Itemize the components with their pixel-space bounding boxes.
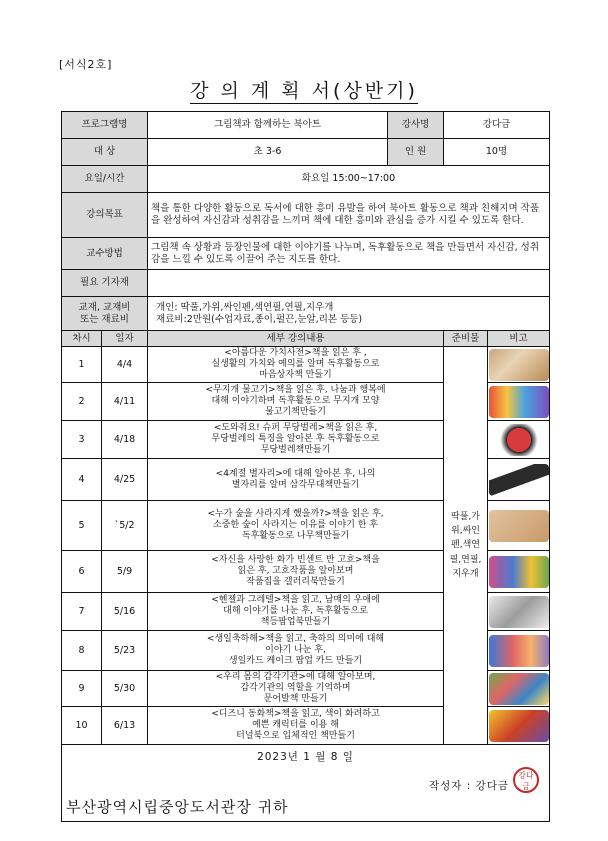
- session-content-line-3: 문어발책 만들기: [263, 693, 328, 704]
- session-date: 5/30: [102, 671, 148, 707]
- form-number: [서식2호]: [59, 58, 113, 71]
- program-label: 프로그램명: [62, 112, 148, 139]
- session-content-line-1: <생일축하해>책을 읽고, 축하의 의미에 대해: [206, 634, 385, 645]
- craft-photo: [489, 424, 549, 456]
- craft-photo: [489, 349, 549, 381]
- session-content-line-2: 별자리를 알며 삼각무대책만들기: [231, 479, 360, 490]
- equipment-value: [148, 270, 550, 297]
- session-content-line-1: <자신을 사랑한 화가 빈센트 반 고흐>책을: [211, 555, 380, 566]
- session-date: 5/23: [102, 631, 148, 671]
- supplies-cell: 딱풀,가위,싸인펜,색연필,연필,지우개: [444, 347, 488, 745]
- note-cell: [488, 421, 550, 459]
- craft-photo: [489, 673, 549, 705]
- material-label: [62, 297, 148, 331]
- session-content-line-3: 생일카드 케이크 팝업 카드 만들기: [228, 655, 363, 666]
- note-cell: [488, 383, 550, 421]
- material-label-line-2: 또는 재료비: [80, 313, 129, 325]
- craft-photo: [489, 635, 549, 667]
- method-value: 그림책 속 상황과 등장인물에 대한 이야기를 나누며, 독후활동으로 책을 만들면서 자신감, 성취감을 느낄 수 있도록 이끌어 주는 지도를 한다.: [148, 238, 550, 270]
- writer: 작성자 : 강다금: [428, 780, 510, 792]
- session-content-line-2: 감각기관의 역할을 기억하며: [240, 683, 351, 694]
- header-content: 세부 강의내용: [148, 331, 444, 347]
- lecture-plan-table: [61, 111, 550, 822]
- note-cell: [488, 631, 550, 671]
- session-content: [148, 671, 444, 707]
- session-content-line-1: <아름다운 가치사전>책을 읽은 후 ,: [224, 348, 367, 359]
- session-content: [148, 347, 444, 383]
- session-date: 5/9: [102, 551, 148, 593]
- session-number: 3: [62, 421, 102, 459]
- session-content: [148, 707, 444, 745]
- schedule-body: [62, 347, 550, 745]
- craft-photo: [489, 386, 549, 418]
- material-label-line-1: 교재, 교재비: [78, 301, 131, 313]
- session-content: [148, 383, 444, 421]
- session-date: 4/18: [102, 421, 148, 459]
- note-cell: [488, 707, 550, 745]
- session-number: 6: [62, 551, 102, 593]
- goal-value: 책을 통한 다양한 활동으로 독서에 대한 흥미 유발을 하여 북아트 활동으로 책과 친해지며 작품을 완성하여 자신감과 성취감을 느끼며 책에 대한 흥미와 관심을 증가 시킬 수 있도록 한다.: [148, 193, 550, 238]
- session-content-line-1: <누가 숲을 사라지게 했을까?>책을 읽은 후,: [207, 509, 384, 520]
- note-cell: [488, 593, 550, 631]
- craft-photo: [489, 710, 549, 742]
- session-row: [62, 347, 550, 383]
- session-content-line-3: 물고기책만들기: [265, 406, 326, 417]
- session-date: 6/13: [102, 707, 148, 745]
- session-content: [148, 421, 444, 459]
- session-number: 4: [62, 459, 102, 501]
- time-value: 화요일 15:00~17:00: [148, 166, 550, 193]
- document-date: 2023년 1 월 8 일: [257, 751, 354, 763]
- session-content: [148, 631, 444, 671]
- session-date: `5/2: [102, 501, 148, 551]
- material-line-1: 개인: 딱풀,가위,싸인펜,색연필,연필,지우개: [156, 301, 334, 313]
- session-content-line-2: 이야기 나눈 후,: [265, 645, 326, 656]
- session-content-line-3: 작품집을 갤러리북만들기: [246, 576, 345, 587]
- teacher-value: 강다금: [444, 112, 550, 139]
- session-date: 4/25: [102, 459, 148, 501]
- session-content-line-1: <도와줘요! 슈퍼 무당벌레>책을 읽은 후,: [213, 423, 378, 434]
- session-date: 5/16: [102, 593, 148, 631]
- header-session: 차시: [62, 331, 102, 347]
- note-cell: [488, 347, 550, 383]
- session-content-line-1: <헨젤과 그레텔>책을 읽고, 남매의 우애에: [211, 595, 380, 606]
- session-number: 7: [62, 593, 102, 631]
- session-number: 10: [62, 707, 102, 745]
- material-line-2: 재료비:2만원(수업자료,종이,펄끈,눈알,리본 등등): [156, 313, 363, 325]
- session-number: 1: [62, 347, 102, 383]
- goal-label: 강의목표: [62, 193, 148, 238]
- session-content-line-3: 무당벌레책만들기: [260, 444, 331, 455]
- session-date: 4/11: [102, 383, 148, 421]
- session-number: 2: [62, 383, 102, 421]
- craft-photo: [489, 510, 549, 542]
- session-content-line-2: 무당벌레의 특징을 알아본 후 독후활동으로: [211, 434, 380, 445]
- session-number: 9: [62, 671, 102, 707]
- signature-seal: 강다 금: [513, 767, 539, 793]
- header-supplies: 준비물: [444, 331, 488, 347]
- session-number: 5: [62, 501, 102, 551]
- header-date: 일자: [102, 331, 148, 347]
- craft-photo: [489, 596, 549, 628]
- note-cell: [488, 671, 550, 707]
- teacher-label: 강사명: [388, 112, 444, 139]
- header-note: 비고: [488, 331, 550, 347]
- craft-photo: [489, 556, 549, 588]
- note-cell: [488, 551, 550, 593]
- session-content-line-2: 실생활의 가치와 예의를 알며 독후활동으로: [211, 359, 380, 370]
- time-label: 요일/시간: [62, 166, 148, 193]
- session-content: [148, 459, 444, 501]
- count-value: 10명: [444, 139, 550, 166]
- footer: [62, 745, 550, 822]
- method-label: 교수방법: [62, 238, 148, 270]
- document-title: 강 의 계 획 서(상반기): [190, 80, 418, 102]
- session-content-line-3: 책등팝업북만들기: [260, 616, 331, 627]
- addressee: 부산광역시립중앙도서관장 귀하: [66, 798, 289, 817]
- session-content: [148, 551, 444, 593]
- session-content-line-2: 읽은 후, 고흐작품을 알아보며: [237, 566, 354, 577]
- session-content-line-3: 마음상자책 만들기: [259, 369, 332, 380]
- material-value: [148, 297, 550, 331]
- session-content-line-1: <무지개 물고기>책을 읽은 후, 나눔과 행복에: [205, 385, 386, 396]
- session-date: 4/4: [102, 347, 148, 383]
- craft-photo: [489, 464, 549, 496]
- session-content-line-2: 대해 이야기를 나눈 후, 독후활동으로: [223, 606, 368, 617]
- session-content-line-3: 터널북으로 입체적인 책만들기: [236, 730, 355, 741]
- session-content-line-3: 독후활동으로 나무책만들기: [241, 530, 350, 541]
- target-label: 대 상: [62, 139, 148, 166]
- session-content: [148, 593, 444, 631]
- equipment-label: 필요 기자재: [62, 270, 148, 297]
- session-number: 8: [62, 631, 102, 671]
- session-content-line-2: 소중한 숲이 사라지는 이유를 이야기 한 후: [213, 520, 378, 531]
- note-cell: [488, 459, 550, 501]
- session-content-line-1: <4계절 별자리>에 대해 알아본 후, 나의: [215, 468, 376, 479]
- count-label: 인 원: [388, 139, 444, 166]
- note-cell: [488, 501, 550, 551]
- target-value: 초 3-6: [148, 139, 388, 166]
- session-content-line-2: 대해 이야기하며 독후활동으로 무지개 모양: [211, 396, 380, 407]
- session-content-line-1: <디즈니 동화책>책을 읽고, 색이 화려하고: [211, 709, 380, 720]
- session-content-line-2: 예쁜 캐릭터를 이용 해: [252, 720, 339, 731]
- session-content: [148, 501, 444, 551]
- program-value: 그림책과 함께하는 북아트: [148, 112, 388, 139]
- session-content-line-1: <우리 몸의 감각기관>에 대해 알아보며,: [215, 672, 376, 683]
